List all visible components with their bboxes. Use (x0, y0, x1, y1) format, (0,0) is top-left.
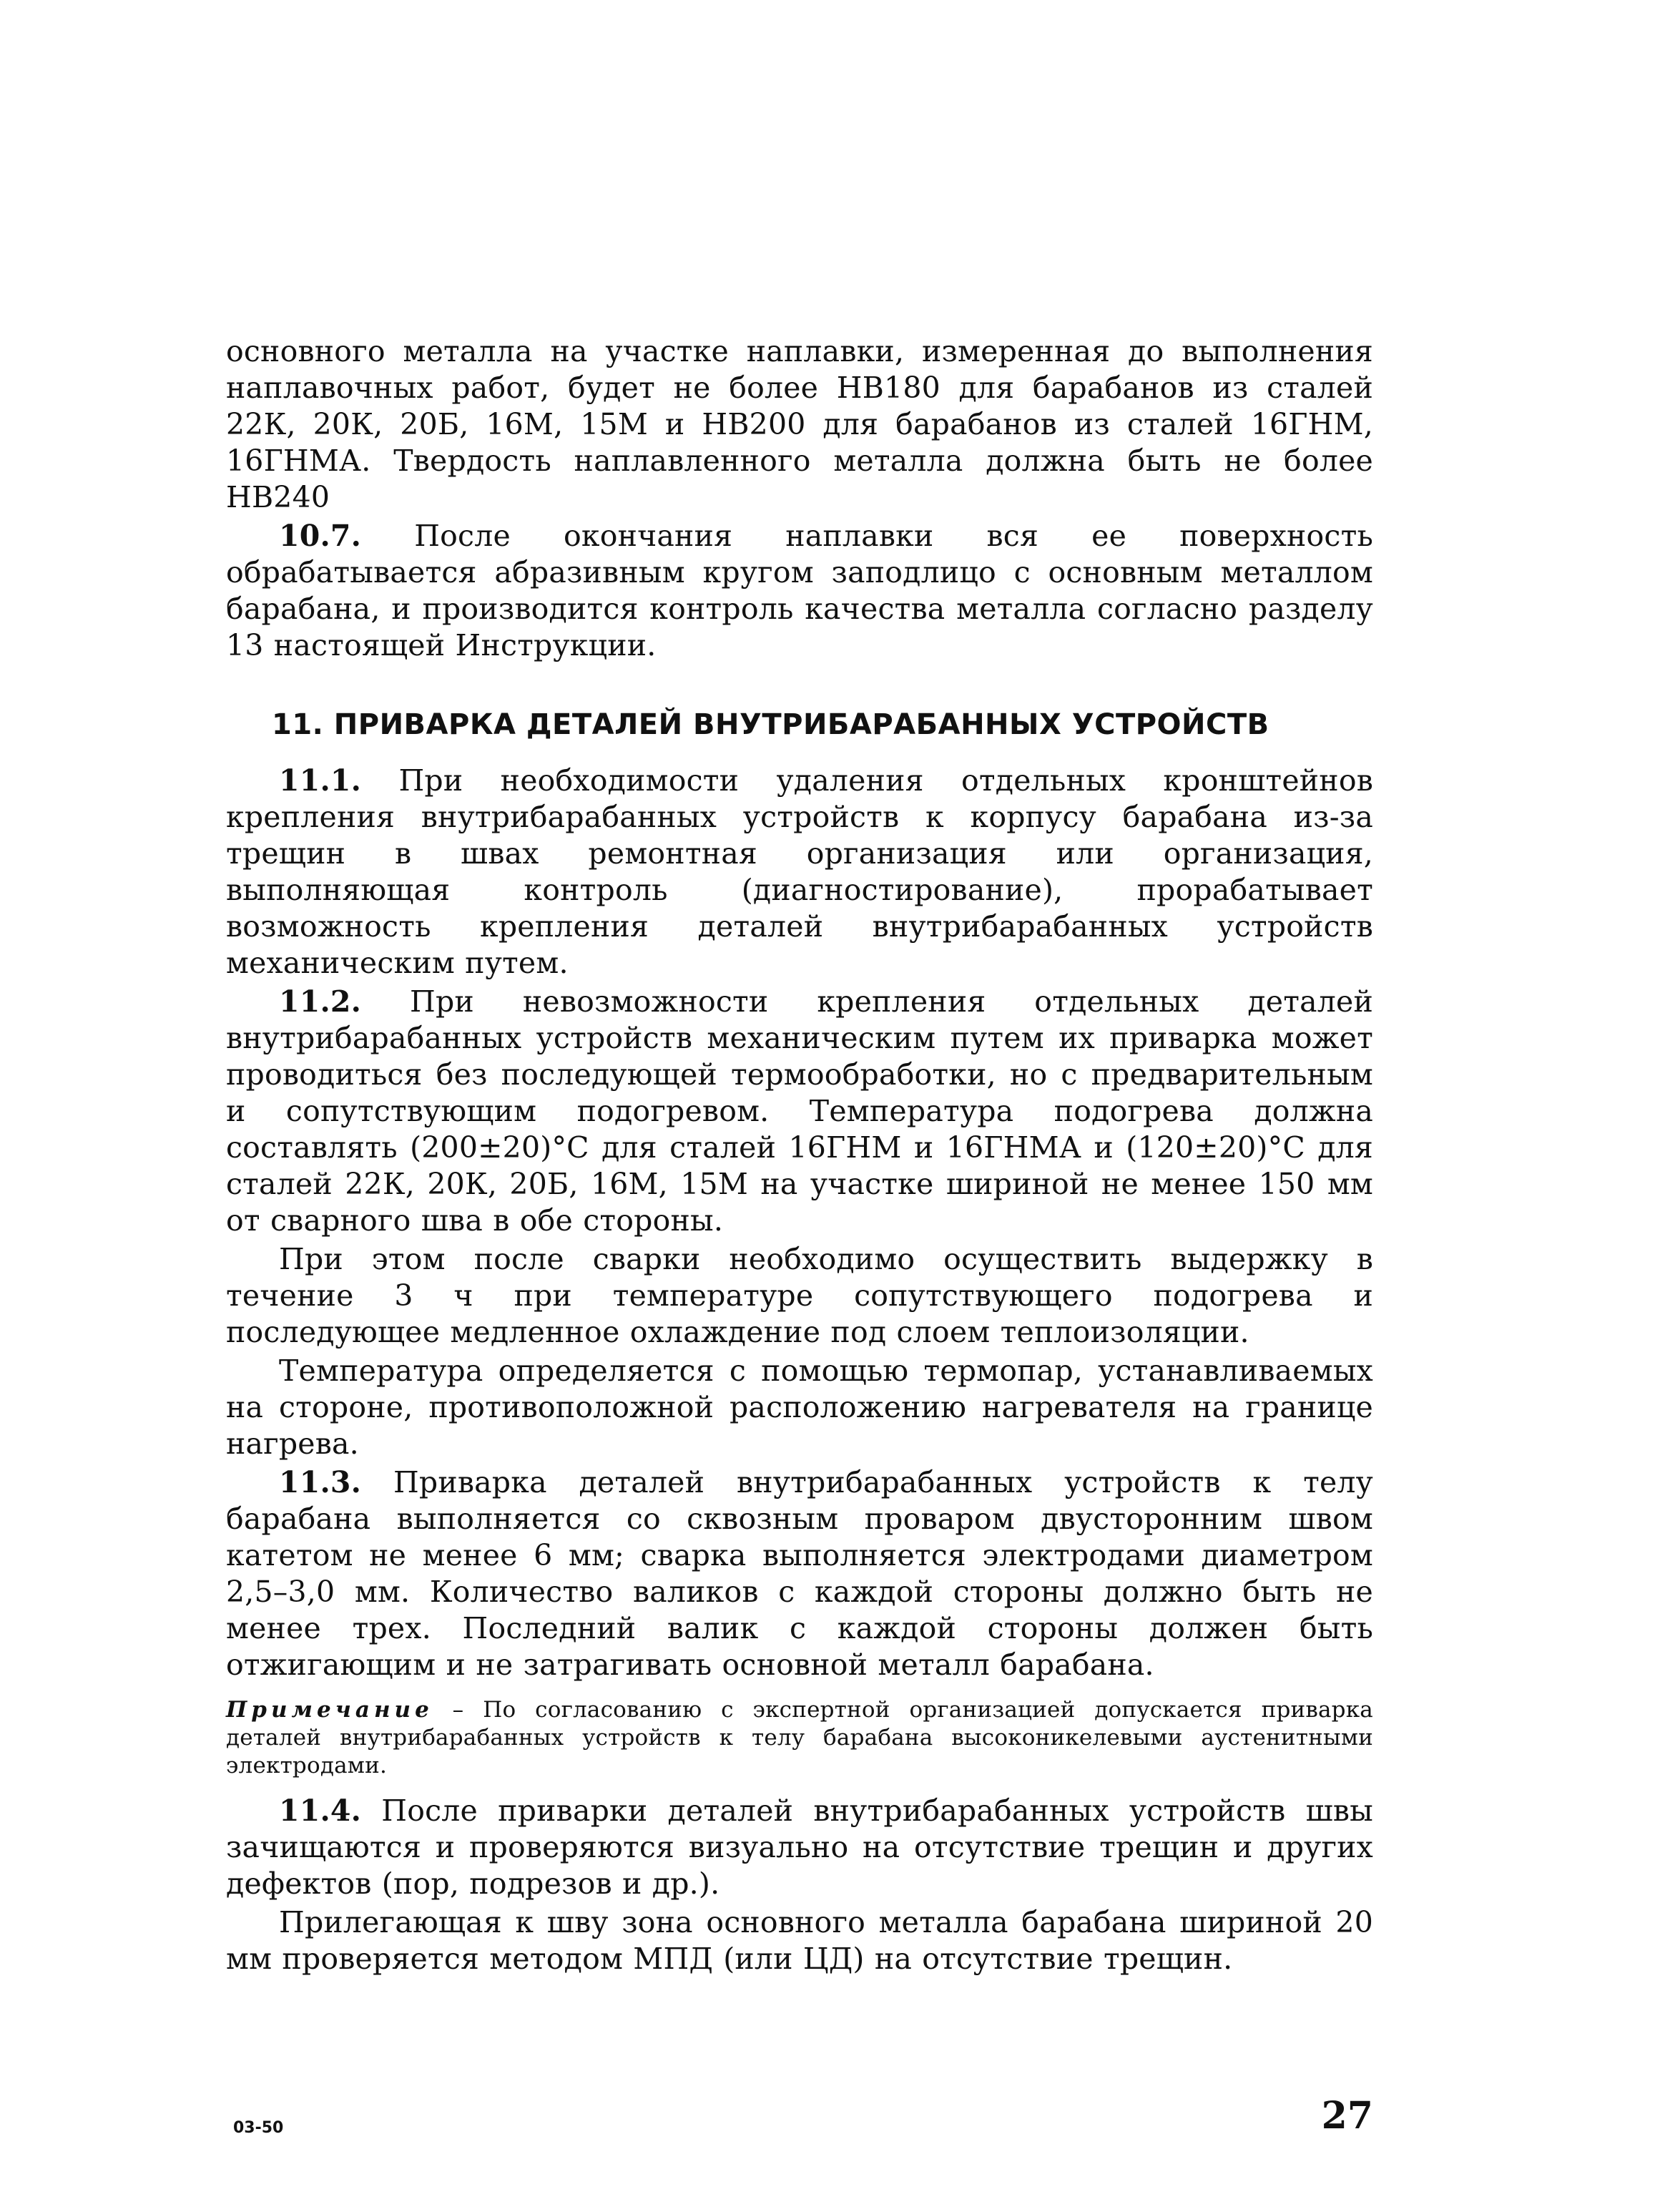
paragraph-11-2 (226, 984, 1373, 1239)
clause-text-10-7: После окончания наплавки вся ее поверхность обрабатывается абразивным кругом заподлицо с основным металлом барабана, и производится контроль качества металла согласно разделу 13 настоящей Инструкции. (226, 519, 1373, 662)
clause-number-11-4: 11.4. (279, 1793, 362, 1828)
clause-text-11-4: После приварки деталей внутрибарабанных устройств швы зачищаются и проверяются визуально на отсутствие трещин и других дефектов (пор, подрезов и др.). (226, 1793, 1373, 1901)
note-label: Примечание (226, 1697, 433, 1723)
clause-number-10-7: 10.7. (279, 519, 362, 553)
paragraph-11-4 (226, 1793, 1373, 1902)
note-text: – По согласованию с экспертной организацией допускается приварка деталей внутрибарабанных устройств к телу барабана высоконикелевыми аустенитными электродами. (226, 1697, 1373, 1778)
clause-number-11-1: 11.1. (279, 763, 362, 798)
section-heading: 11. ПРИВАРКА ДЕТАЛЕЙ ВНУТРИБАРАБАННЫХ УСТРОЙСТВ (272, 708, 1269, 741)
note-paragraph (226, 1696, 1373, 1780)
top-text-block (226, 333, 1373, 664)
paragraph-continuation: основного металла на участке наплавки, измеренная до выполнения наплавочных работ, будет не более НВ180 для барабанов из сталей 22К, 20К, 20Б, 16М, 15М и НВ200 для барабанов из сталей 16ГНМ, 16ГНМА. Твердость наплавленного металла должна быть не более НВ240 (226, 334, 1373, 514)
clause-number-11-2: 11.2. (279, 984, 362, 1019)
paragraph-11-3 (226, 1464, 1373, 1683)
paragraph-11-4-b: Прилегающая к шву зона основного металла барабана шириной 20 мм проверяется методом МПД (или ЦД) на отсутствие трещин. (226, 1905, 1373, 1976)
section-text-block (226, 763, 1373, 1977)
paragraph-11-1 (226, 763, 1373, 982)
clause-text-11-3: Приварка деталей внутрибарабанных устройств к телу барабана выполняется со сквозным проваром двусторонним швом катетом не менее 6 мм; сварка выполняется электродами диаметром 2,5–3,0 мм. Количество валиков с каждой стороны должно быть не менее трех. Последний валик с каждой стороны должен быть отжигающим и не затрагивать основной металл барабана. (226, 1465, 1373, 1682)
paragraph-11-2-b: При этом после сварки необходимо осуществить выдержку в течение 3 ч при температуре сопутствующего подогрева и последующее медленное охлаждение под слоем теплоизоляции. (226, 1242, 1373, 1349)
clause-text-11-1: При необходимости удаления отдельных кронштейнов крепления внутрибарабанных устройств к корпусу барабана из-за трещин в швах ремонтная организация или организация, выполняющая контроль (диагностирование), прорабатывает возможность крепления деталей внутрибарабанных устройств механическим путем. (226, 763, 1373, 980)
clause-text-11-2: При невозможности крепления отдельных деталей внутрибарабанных устройств механическим путем их приварка может проводиться без последующей термообработки, но с предварительным и сопутствующим подогревом. Температура подогрева должна составлять (200±20)°С для сталей 16ГНМ и 16ГНМА и (120±20)°С для сталей 22К, 20К, 20Б, 16М, 15М на участке шириной не менее 150 мм от сварного шва в обе стороны. (226, 984, 1373, 1238)
paragraph-11-2-c: Температура определяется с помощью термопар, устанавливаемых на стороне, противоположной расположению нагревателя на границе нагрева. (226, 1354, 1373, 1461)
footer-code: 03-50 (233, 2119, 284, 2137)
page-number: 27 (1321, 2094, 1373, 2138)
paragraph-10-7 (226, 518, 1373, 664)
clause-number-11-3: 11.3. (279, 1465, 362, 1499)
